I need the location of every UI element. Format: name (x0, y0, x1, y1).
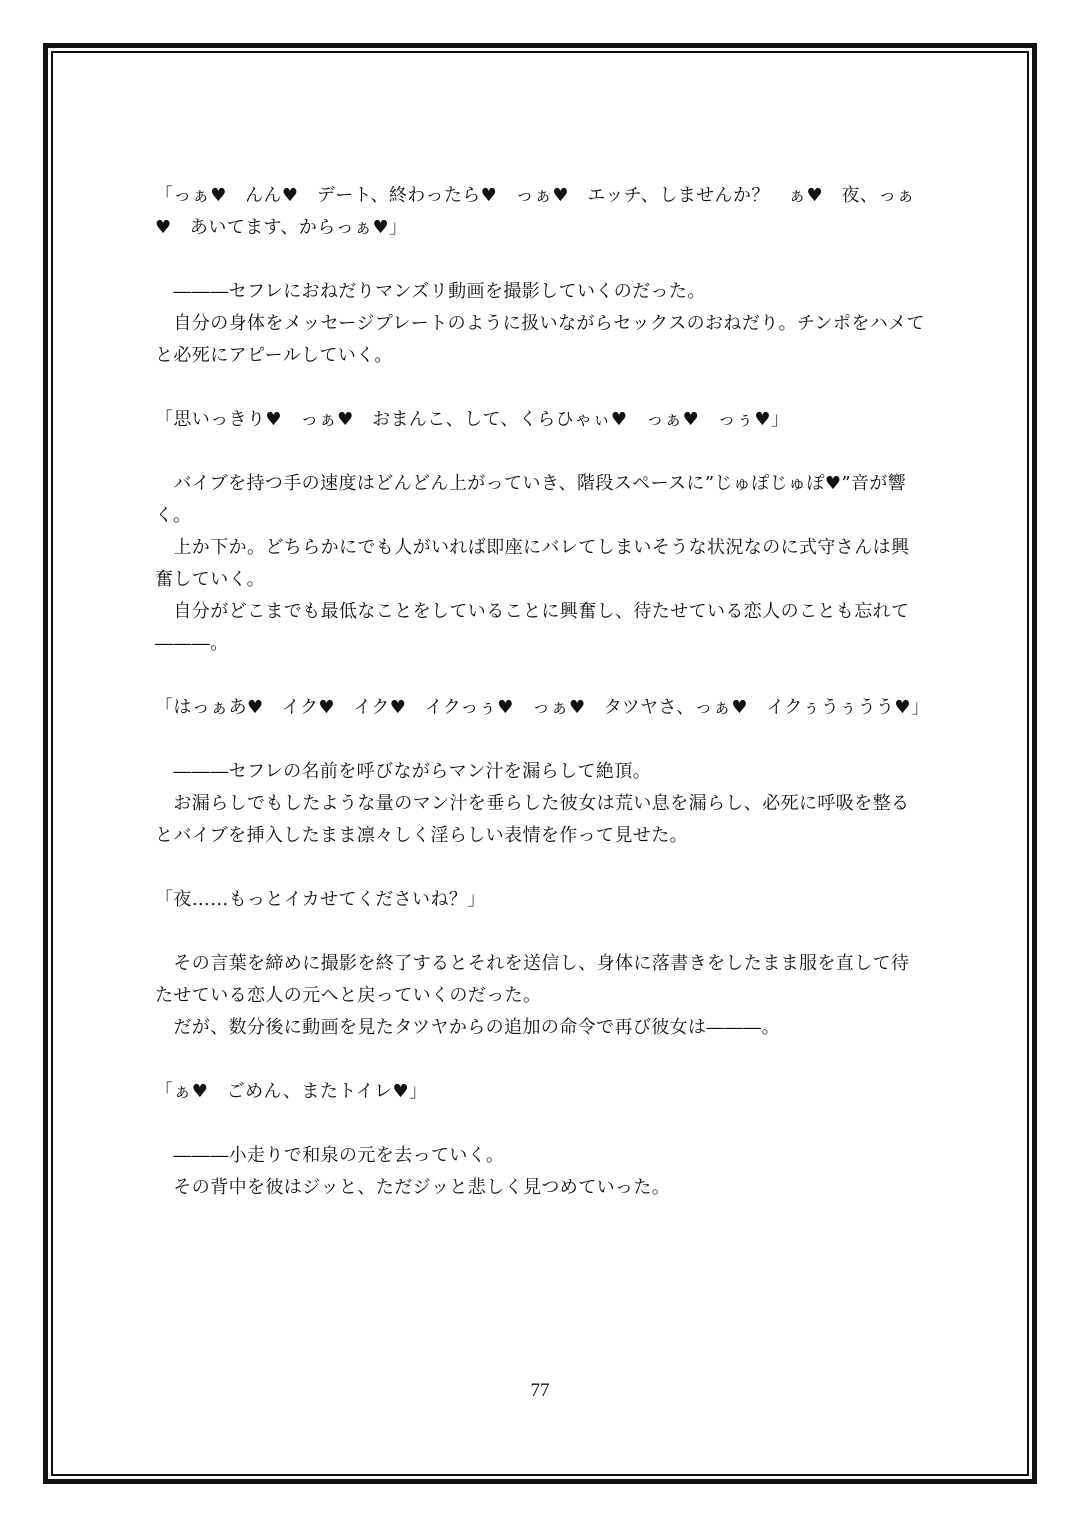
body-text (155, 180, 930, 1204)
narration-line: その背中を彼はジッと、ただジッと悲しく見つめていった。 (155, 1177, 671, 1198)
blank-line (155, 244, 927, 276)
narration-line: ―――セフレの名前を呼びながらマン汁を漏らして絶頂。 (155, 761, 652, 782)
dialogue-line: 「夜……もっとイカせてくださいね？」 (155, 889, 486, 910)
narration-line: ―――小走りで和泉の元を去っていく。 (155, 1145, 505, 1166)
blank-line (155, 852, 927, 884)
blank-line (155, 916, 927, 948)
blank-line (155, 436, 927, 468)
blank-line (155, 724, 927, 756)
narration-line: 上か下か。どちらかにでも人がいれば即座にバレてしまいそうな状況なのに式守さんは興奮していく。 (155, 537, 910, 590)
narration-line: その言葉を締めに撮影を終了するとそれを送信し、身体に落書きをしたまま服を直して待たせている恋人の元へと戻っていくのだった。 (155, 953, 910, 1006)
blank-line (155, 1044, 927, 1076)
blank-line (155, 1108, 927, 1140)
blank-line (155, 372, 927, 404)
narration-line: お漏らしでもしたような量のマン汁を垂らした彼女は荒い息を漏らし、必死に呼吸を整るとバイブを挿入したまま凛々しく淫らしい表情を作って見せた。 (155, 793, 910, 846)
dialogue-line: 「はっぁあ♥ イク♥ イク♥ イクっぅ♥ っぁ♥ タツヤさ、っぁ♥ イクぅうぅうう♥」 (155, 697, 930, 718)
dialogue-line: 「っぁ♥ んん♥ デート、終わったら♥ っぁ♥ エッチ、しませんか？ ぁ♥ 夜、っぁ♥ あいてます、からっぁ♥」 (155, 185, 916, 238)
narration-line: だが、数分後に動画を見たタツヤからの追加の命令で再び彼女は―――。 (155, 1017, 781, 1038)
blank-line (155, 660, 927, 692)
narration-line: バイブを持つ手の速度はどんどん上がっていき、階段スペースに”じゅぽじゅぽ♥”音が響く。 (155, 473, 907, 526)
narration-line: 自分の身体をメッセージプレートのように扱いながらセックスのおねだり。チンポをハメてと必死にアピールしていく。 (155, 313, 925, 366)
narration-line: ―――セフレにおねだりマンズリ動画を撮影していくのだった。 (155, 281, 706, 302)
dialogue-line: 「ぁ♥ ごめん、またトイレ♥」 (155, 1081, 428, 1102)
page-number: 77 (530, 1380, 550, 1401)
narration-line: 自分がどこまでも最低なことをしていることに興奮し、待たせている恋人のことも忘れて―――。 (155, 601, 910, 654)
dialogue-line: 「思いっきり♥ っぁ♥ おまんこ、して、くらひゃぃ♥ っぁ♥ っぅ♥」 (155, 409, 790, 430)
